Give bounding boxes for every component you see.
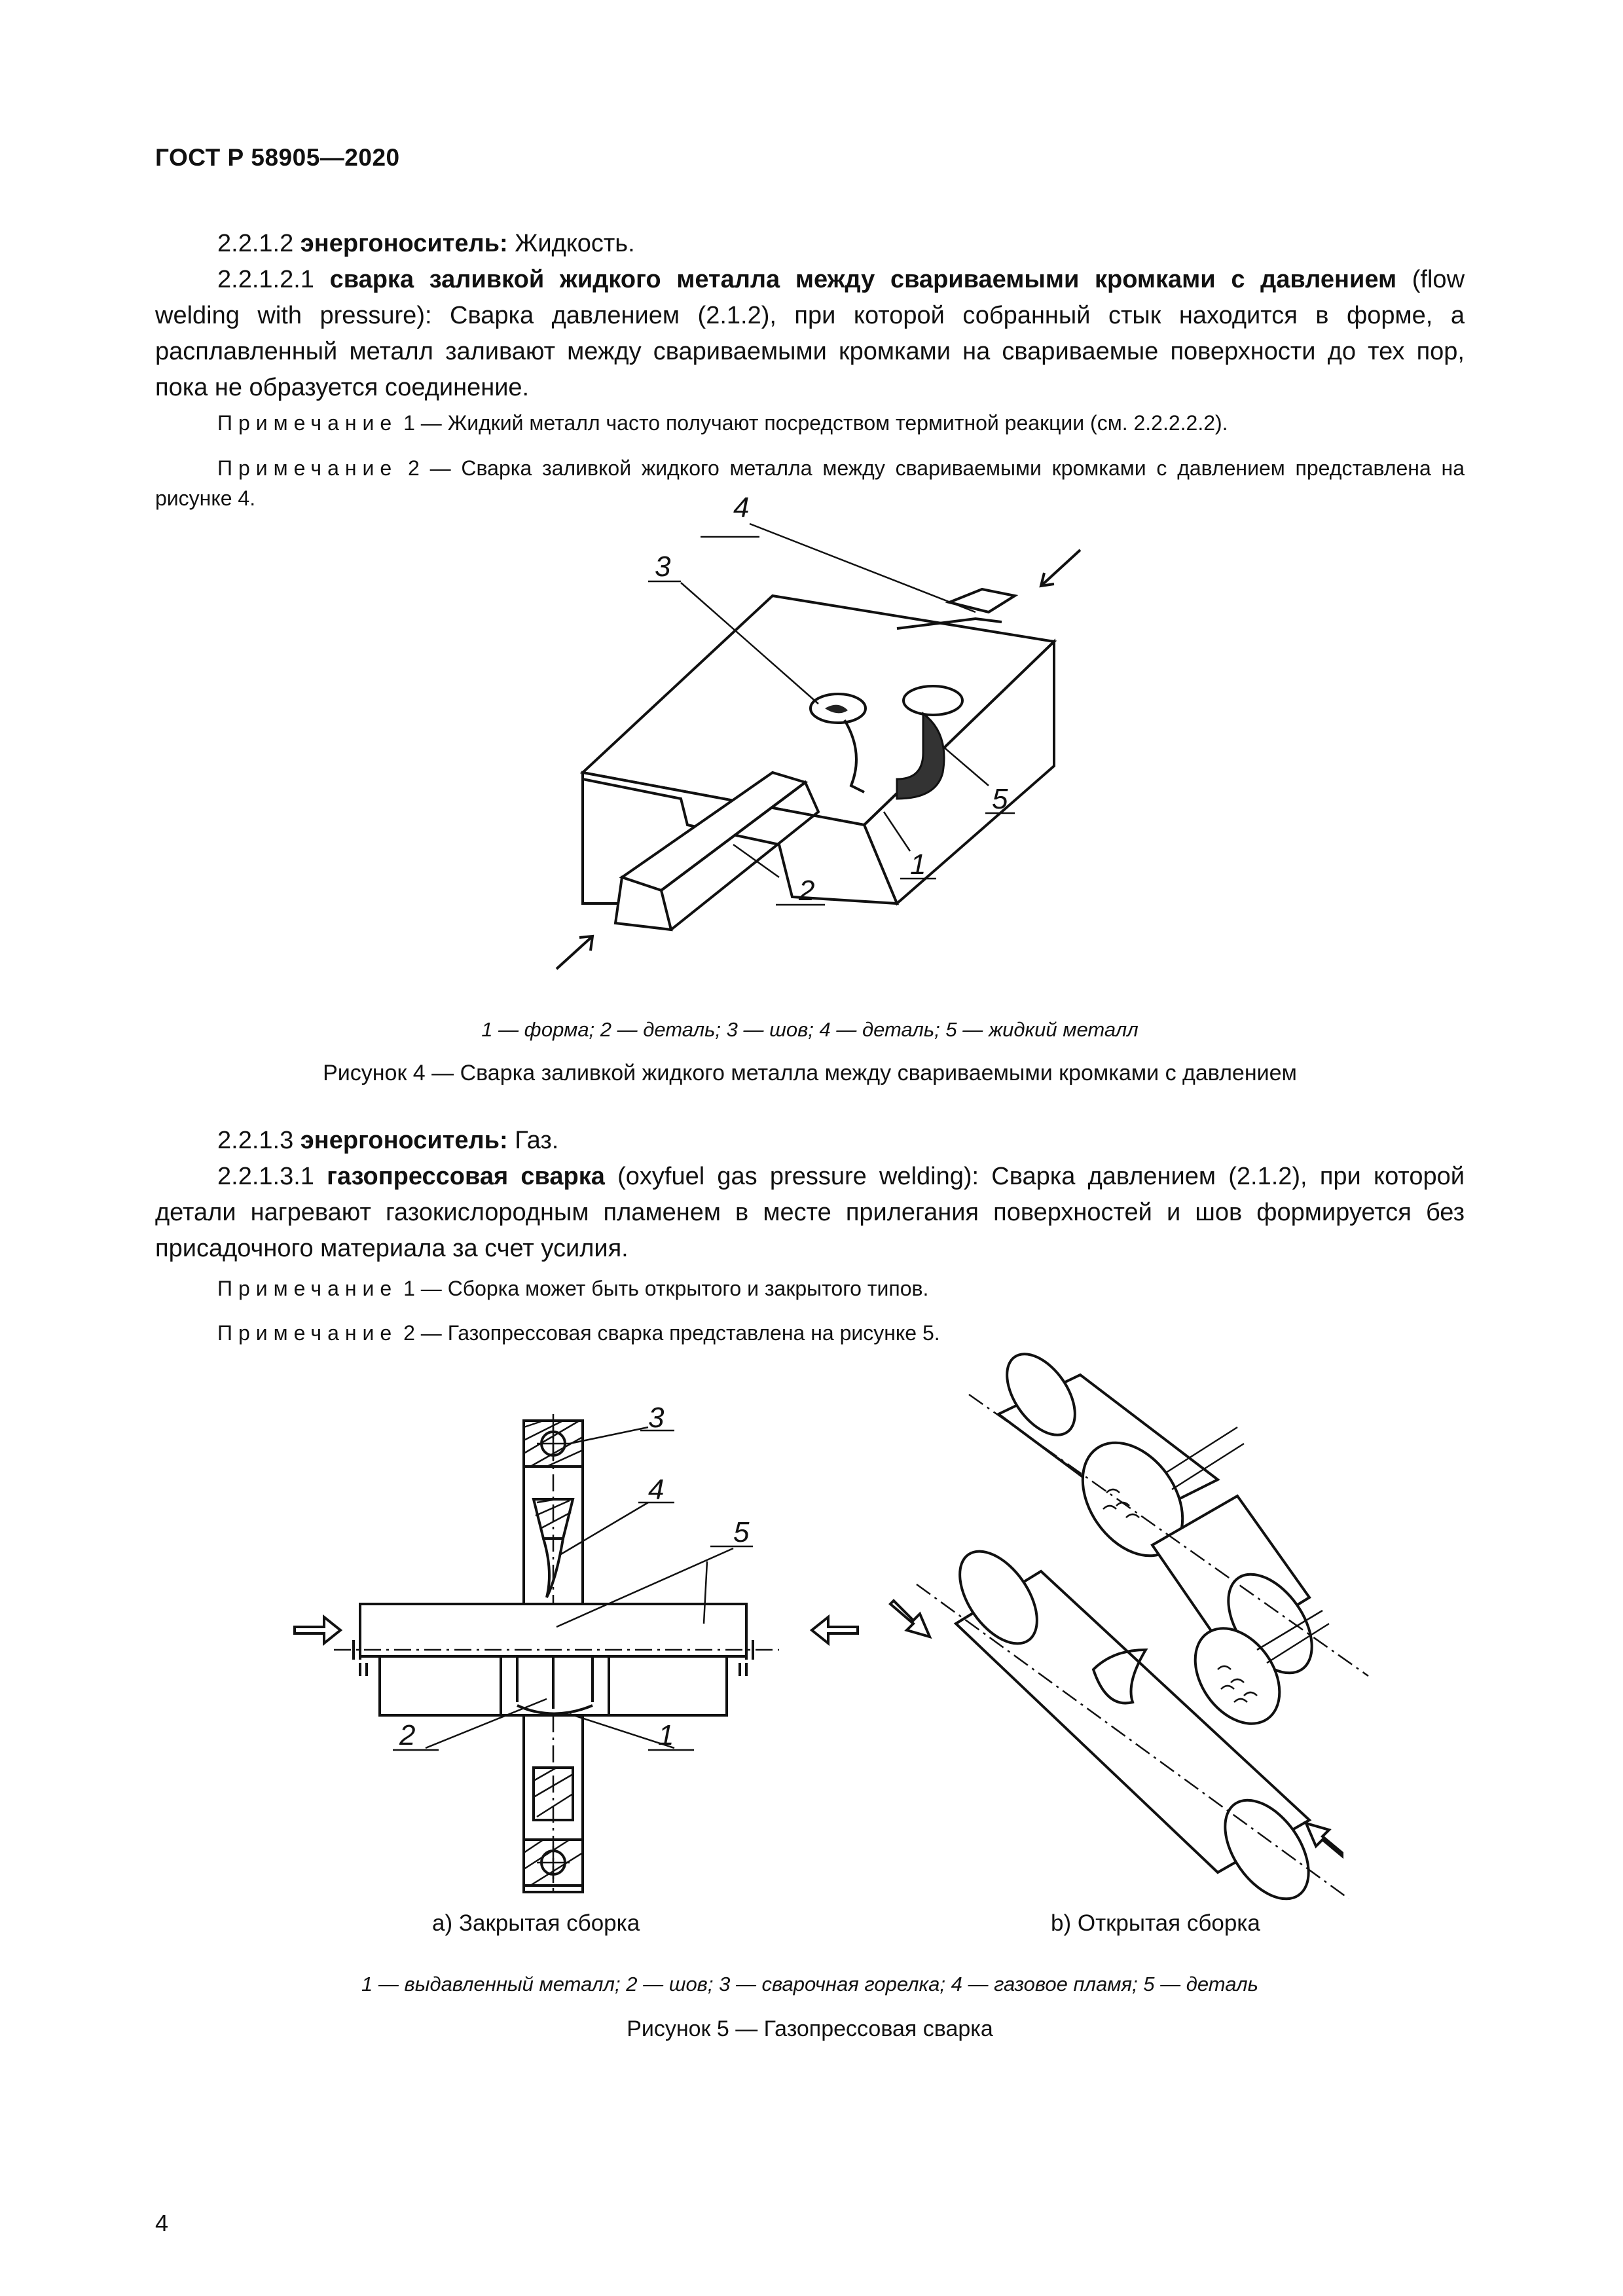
definition: Жидкость.: [515, 230, 635, 257]
note-label: Примечание: [217, 456, 398, 480]
section-2-2-1-3-1: [155, 1159, 1465, 1267]
note-label: Примечание: [217, 411, 398, 435]
note-text: 2 — Сварка заливкой жидкого металла между свариваемыми кромками с давлением представлена на рисунке 4.: [155, 456, 1465, 510]
figure-5b-subcaption: b) Открытая сборка: [1051, 1910, 1260, 1936]
label-3: 3: [648, 1402, 665, 1434]
definition: Газ.: [515, 1127, 559, 1154]
figure-5a-subcaption: а) Закрытая сборка: [432, 1910, 640, 1936]
note: [155, 408, 1465, 438]
figure-4-caption: Рисунок 4 — Сварка заливкой жидкого металла между свариваемыми кромками с давлением: [323, 1061, 1297, 1085]
note: [155, 1318, 1465, 1348]
term: газопрессовая сварка: [327, 1163, 605, 1190]
figure-4-drawing: [556, 492, 1093, 995]
label-2: 2: [399, 1719, 416, 1751]
force-arrow-top: [1041, 550, 1080, 586]
figure-5b-drawing: [890, 1375, 1453, 1899]
force-arrow-left: [295, 1617, 340, 1643]
section-2-2-1-2: [155, 226, 1465, 262]
label-4: 4: [733, 492, 750, 524]
cavity-opening-2: [903, 686, 962, 715]
section-number: 2.2.1.2: [217, 230, 294, 257]
note-label: Примечание: [217, 1321, 398, 1345]
definition: (flow welding with pressure): Сварка давлением (2.1.2), при которой собранный стык находится в форме, а расплавленный металл заливают между свариваемыми кромками на свариваемые поверхности до тех пор, пока не образуется соединение.: [155, 266, 1465, 401]
term: энергоноситель:: [300, 1127, 508, 1154]
part-4: [949, 589, 1015, 612]
figure-5a-drawing: [282, 1401, 871, 1899]
section-number: 2.2.1.3.1: [217, 1163, 314, 1190]
label-1: 1: [910, 848, 926, 881]
note: [155, 453, 1465, 513]
section-2-2-1-2-1: [155, 262, 1465, 406]
section-2-2-1-3: [155, 1123, 1465, 1159]
mold-front-edge: [583, 773, 622, 903]
label-3: 3: [655, 551, 671, 583]
note-text: 1 — Сборка может быть открытого и закрытого типов.: [403, 1277, 929, 1300]
label-2: 2: [799, 875, 815, 907]
figure-4-legend: 1 — форма; 2 — деталь; 3 — шов; 4 — деталь; 5 — жидкий металл: [481, 1018, 1139, 1041]
section-number: 2.2.1.2.1: [217, 266, 314, 293]
workpiece-upper: [360, 1604, 746, 1656]
label-5: 5: [733, 1516, 750, 1548]
note-text: 1 — Жидкий металл часто получают посредством термитной реакции (см. 2.2.2.2.2).: [403, 411, 1228, 435]
force-arrow-left: [890, 1601, 930, 1637]
definition: (oxyfuel gas pressure welding): Сварка давлением (2.1.2), при которой детали нагревают газокислородным пламенем в месте прилегания поверхностей и шов формируется без присадочного материала за счет усилия.: [155, 1163, 1465, 1262]
figure-5-caption: Рисунок 5 — Газопрессовая сварка: [627, 2016, 993, 2041]
figure-5-legend: 1 — выдавленный металл; 2 — шов; 3 — сварочная горелка; 4 — газовое пламя; 5 — деталь: [361, 1973, 1258, 1995]
force-arrow-right: [1306, 1823, 1342, 1856]
document-standard-number: ГОСТ Р 58905—2020: [155, 144, 400, 171]
label-4: 4: [648, 1474, 665, 1506]
note: [155, 1273, 1465, 1303]
force-arrow-right: [812, 1617, 858, 1643]
label-5: 5: [992, 783, 1008, 815]
page-number: 4: [155, 2210, 169, 2236]
note-label: Примечание: [217, 1277, 398, 1300]
section-number: 2.2.1.3: [217, 1127, 294, 1154]
note-text: 2 — Газопрессовая сварка представлена на рисунке 5.: [403, 1321, 940, 1345]
term: сварка заливкой жидкого металла между свариваемыми кромками с давлением: [329, 266, 1397, 293]
term: энергоноситель:: [300, 230, 508, 257]
label-1: 1: [658, 1719, 674, 1751]
force-arrow-bottom: [556, 936, 593, 969]
